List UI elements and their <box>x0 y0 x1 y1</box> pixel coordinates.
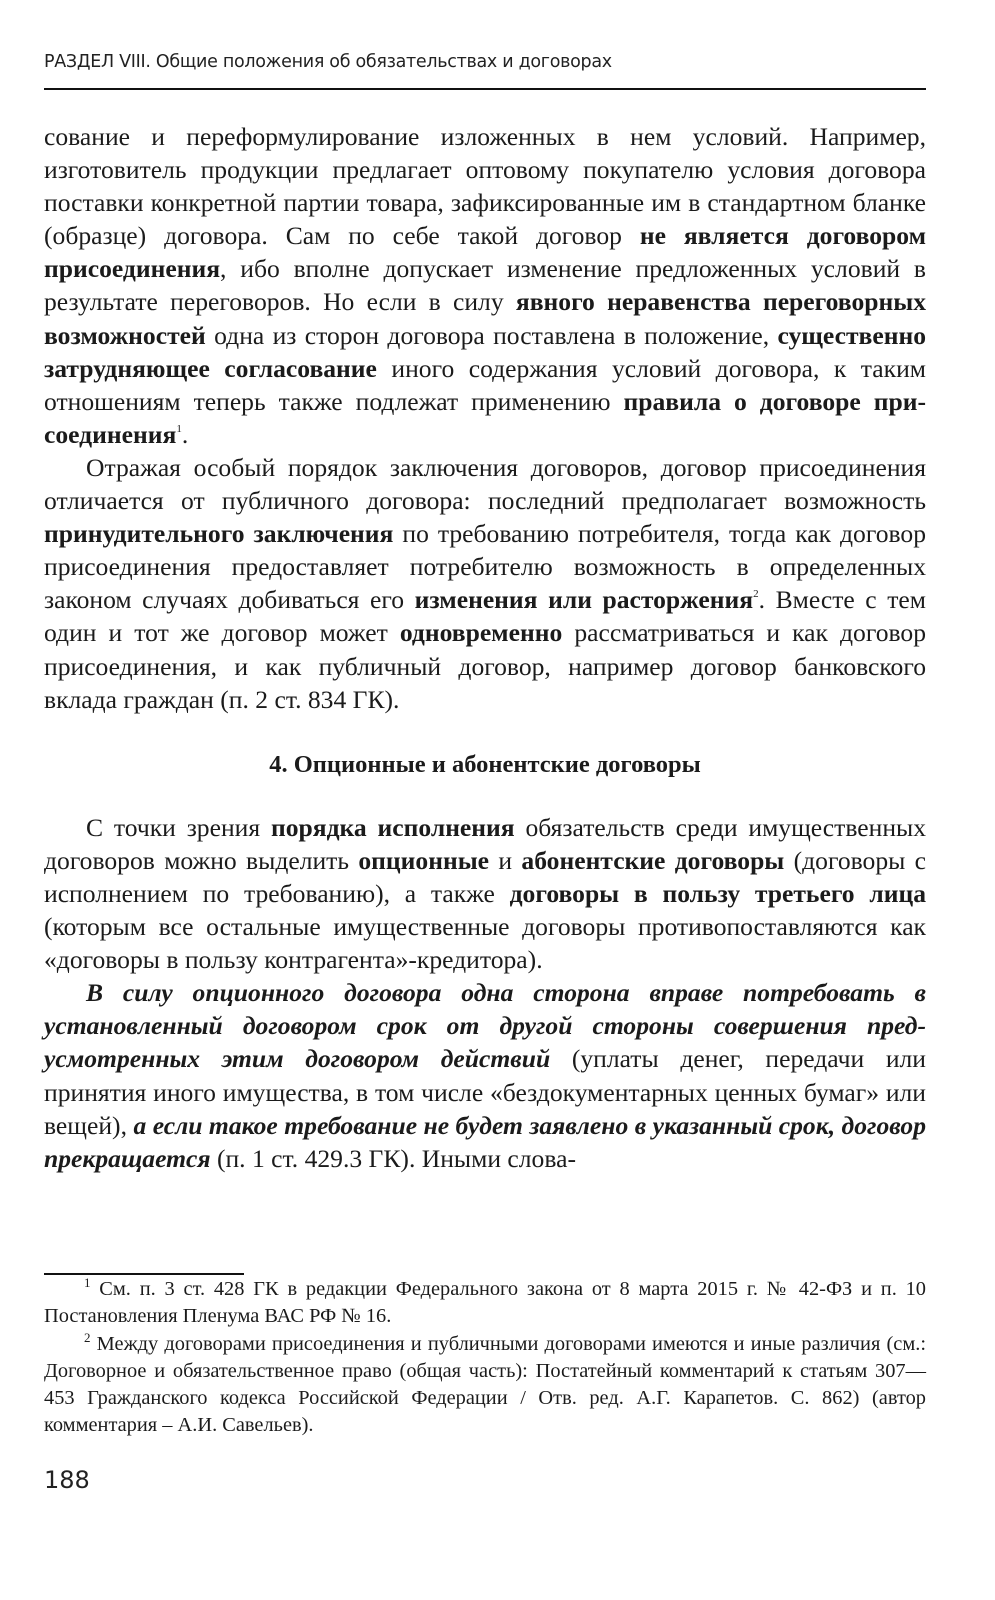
text-run: Отражая особый порядок заключения договоров, договор присоединения отличается от публичного договора: последний предполагает возможность <box>44 452 926 516</box>
text-run: С точки зрения <box>86 812 271 842</box>
bold-term: принудительного заключения <box>44 519 394 549</box>
footnote-1 <box>44 1276 926 1331</box>
bold-term: правила о договоре присоединения <box>44 386 926 449</box>
bold-term: явного неравенства переговорных возможностей <box>44 287 927 350</box>
paragraph <box>44 976 926 1175</box>
footnote-marker: 1 <box>84 1275 91 1290</box>
footnotes <box>44 1276 926 1440</box>
text-run: (договоры с исполнением по требованию), а также <box>44 845 927 908</box>
paragraph-continued <box>44 120 926 451</box>
text-run: иного содержания условий договора, к таким отношениям теперь также подлежат применению <box>44 353 926 416</box>
footnote-ref-1[interactable]: 1 <box>176 422 182 435</box>
text-run: и <box>489 845 522 875</box>
paragraph <box>44 811 926 976</box>
text-run: одна из сторон договора поставлена в положение, <box>205 320 778 350</box>
paragraph <box>44 451 926 716</box>
text-run: . Вместе с тем один и тот же договор может <box>44 585 926 648</box>
footnote-marker: 2 <box>84 1329 91 1345</box>
text-run: (уплаты денег, передачи или принятия иного имущества, в том числе «бездокументарных ценных бумаг» или вещей), <box>44 1044 926 1140</box>
text-run: . <box>181 419 189 449</box>
text-run: сование и переформулирование изложенных в нем условий. Например, изготовитель продукции предлагает оптовому покупателю условия договора поставки конкретной партии товара, зафиксированные им в стандартном бланке (образце) договора. Сам по себе такой договор <box>44 122 926 251</box>
text-run: (п. 1 ст. 429.3 ГК). Иными слова- <box>210 1143 576 1173</box>
footnote-2 <box>44 1331 926 1440</box>
bold-term: не является договором присоединения <box>44 221 927 284</box>
text-run: по требованию потребителя, тогда как договор присоединения предоставляет потребителю возможность в определенных законом случаях добиваться его <box>44 519 927 615</box>
bold-term: существенно затрудняющее согласование <box>44 320 926 383</box>
bold-term: опционные <box>358 845 490 875</box>
text-run: (которым все остальные имущественные договоры противопоставляются как «договоры в пользу контрагента»-кредитора). <box>44 912 926 975</box>
footnote-text: Между договорами присоединения и публичными договорами имеются и иные различия (см.: Договорное и обязательственное право (общая часть): Постатейный комментарий к статьям 307—453 Гражданского кодекса Российской Федерации / Отв. ред. А.Г. Карапетов. С. 862) (автор комментария – А.И. Савельев). <box>44 1332 926 1437</box>
footnote-ref-2[interactable]: 2 <box>753 588 759 601</box>
bold-term: одновременно <box>399 618 563 648</box>
main-text <box>44 120 926 1175</box>
running-header: РАЗДЕЛ VIII. Общие положения об обязательствах и договорах <box>44 52 612 72</box>
bold-italic-definition: В силу опционного договора одна сторона вправе потребовать в установленный договором срок от другой стороны совершения предусмотренных этим договором действий <box>44 978 926 1074</box>
header-rule <box>44 88 926 90</box>
bold-term: изменения или расторжения <box>414 585 754 615</box>
text-run: рассматриваться и как договор присоединения, и как публичный договор, например договор банковского вклада граждан (п. 2 ст. 834 ГК). <box>44 618 926 714</box>
section-heading: 4. Опционные и абонентские договоры <box>269 750 701 778</box>
bold-term: порядка исполнения <box>270 812 515 842</box>
bold-term: абонентские договоры <box>521 845 785 875</box>
footnote-rule <box>44 1273 244 1275</box>
bold-term: договоры в пользу третьего лица <box>509 878 926 908</box>
footnote-text: См. п. 3 ст. 428 ГК в редакции Федерального закона от 8 марта 2015 г. № 42-ФЗ и п. 10 Постановления Пленума ВАС РФ № 16. <box>44 1278 926 1328</box>
page-number: 188 <box>44 1466 90 1494</box>
text-run: , ибо вполне допускает изменение предложенных условий в результате переговоров. Но если в силу <box>44 254 926 317</box>
bold-italic-definition: а если такое требование не будет заявлено в указанный срок, договор прекращается <box>44 1110 926 1173</box>
text-run: обязательств среди имущественных договоров можно выделить <box>44 812 927 875</box>
